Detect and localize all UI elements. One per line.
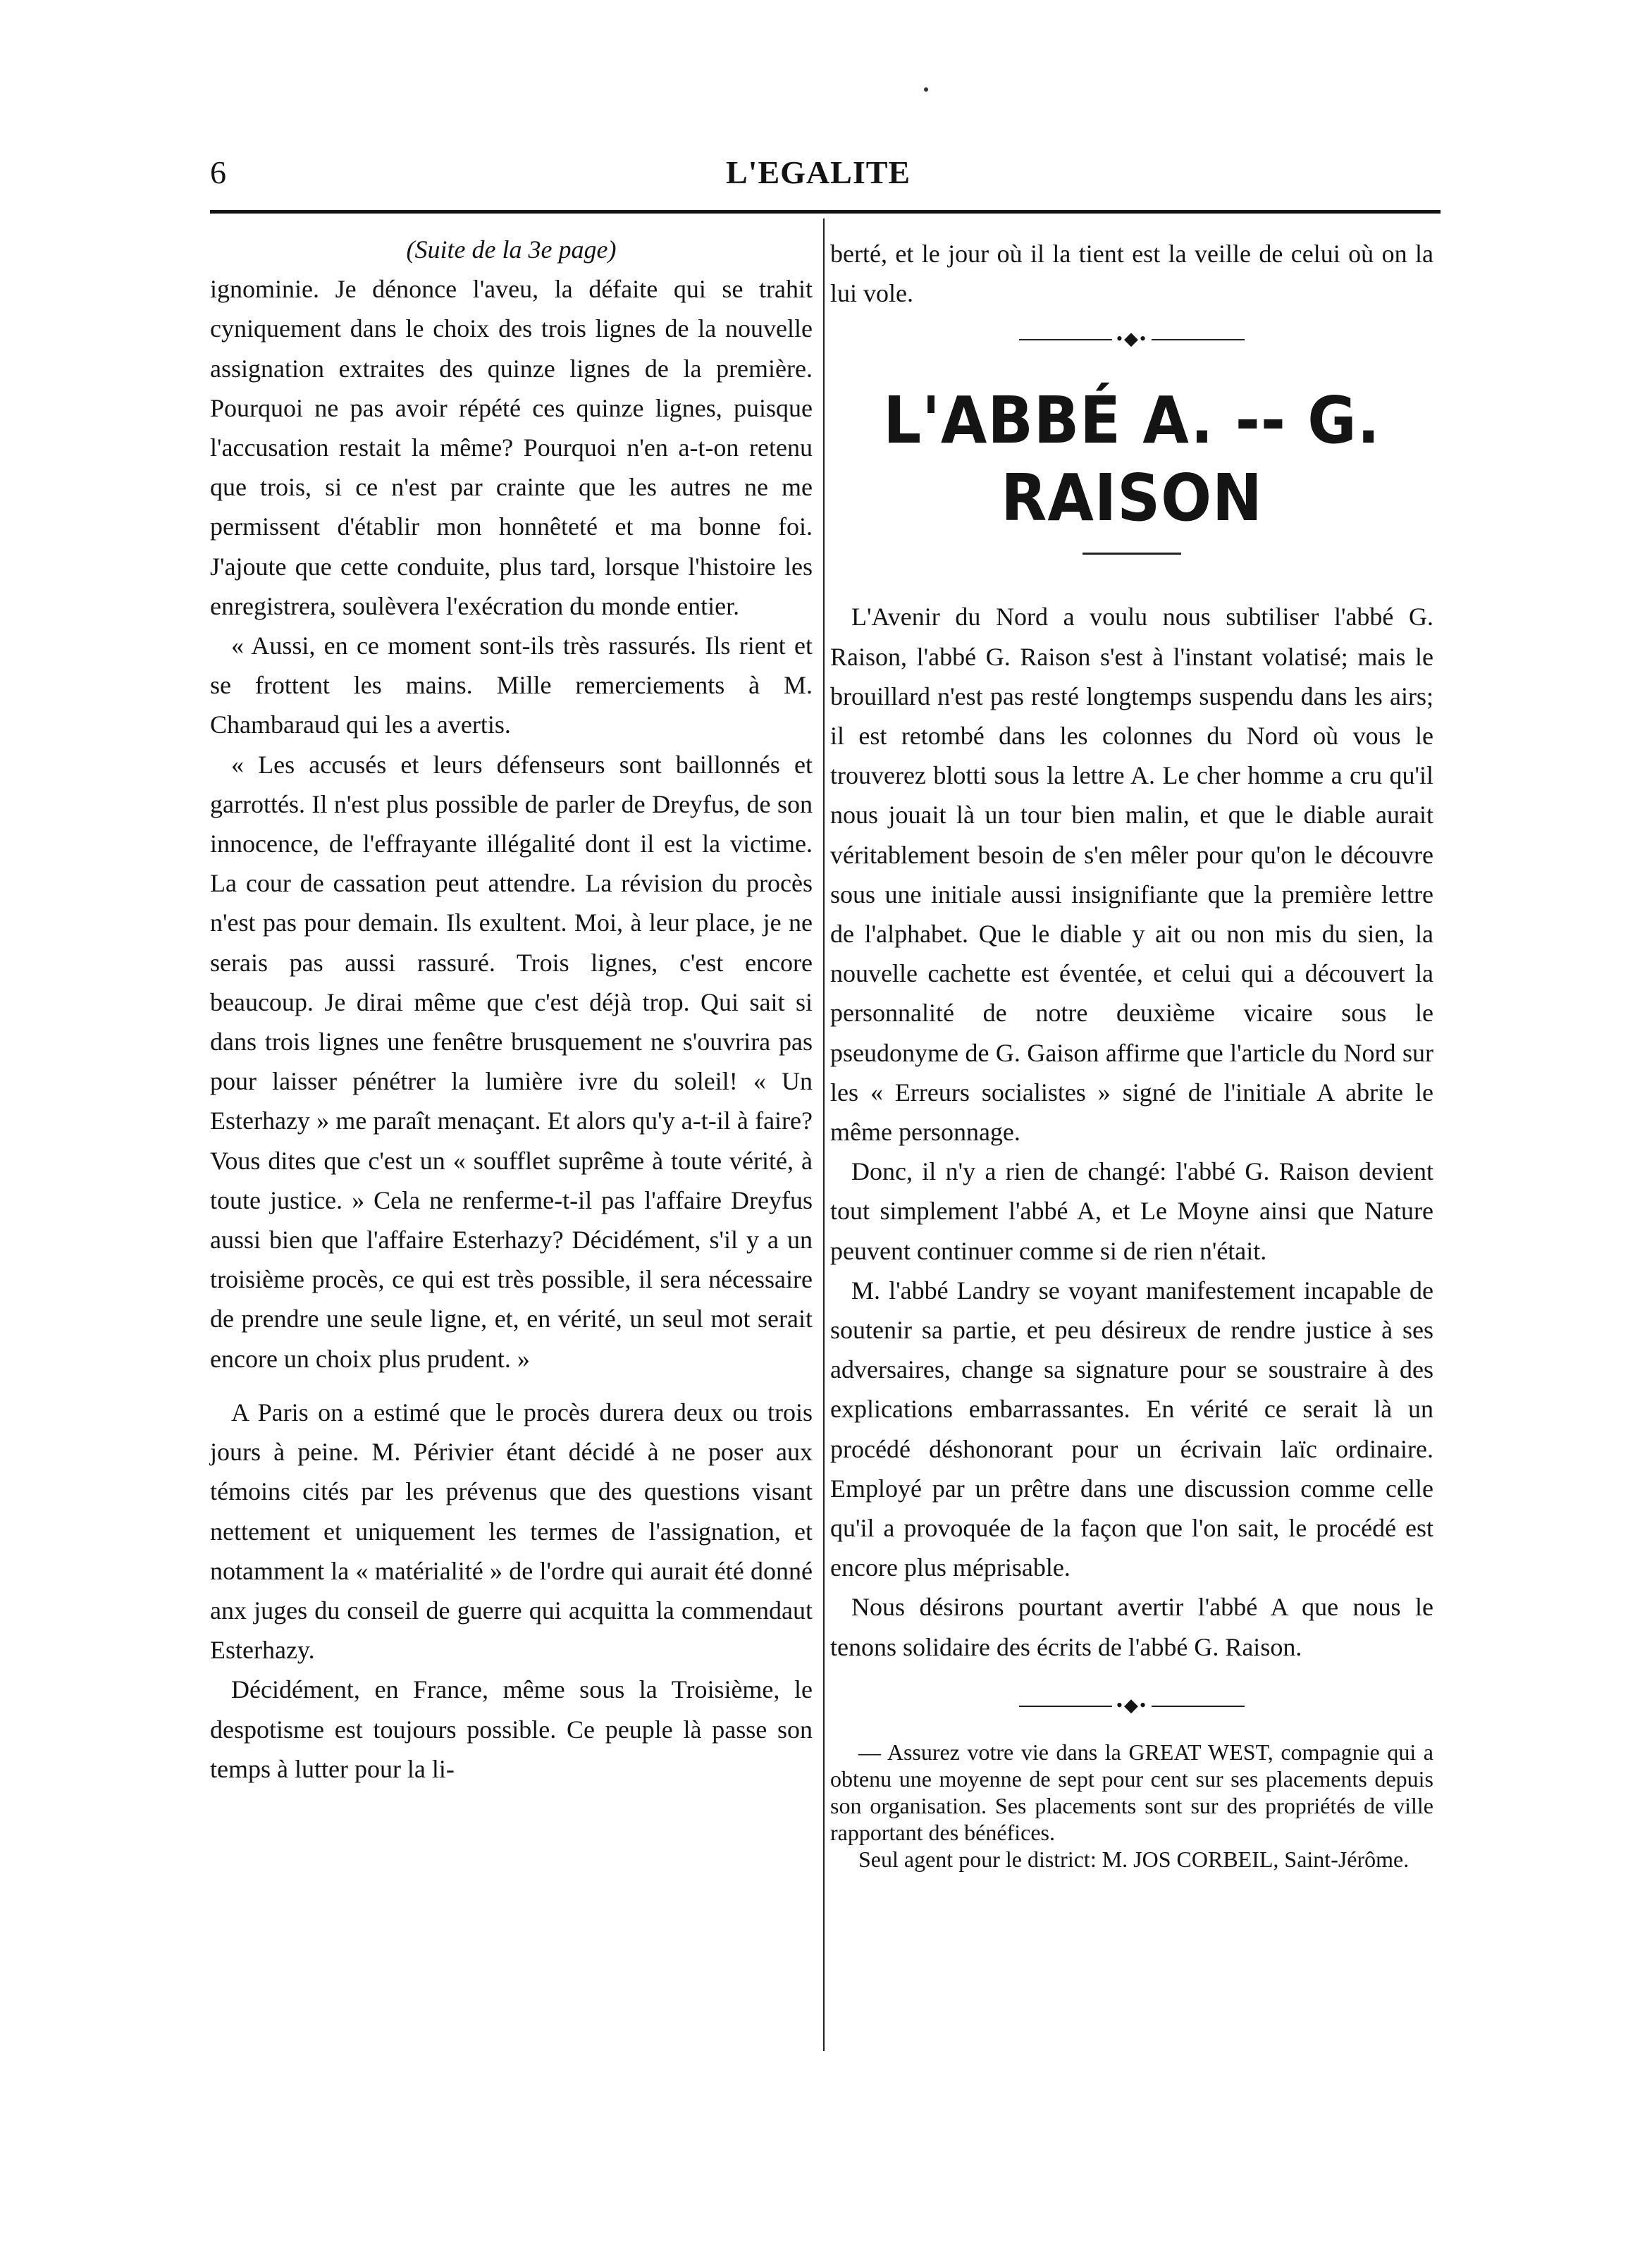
ornament-divider — [1019, 1692, 1245, 1720]
article-paragraph: Décidément, en France, même sous la Troisième, le despotisme est toujours possible. Ce peuple là passe son temps à lutter pour la li- — [210, 1675, 813, 1783]
advertisement-agent: Seul agent pour le district: M. JOS CORBEIL, Saint-Jérôme. — [858, 1846, 1409, 1872]
carryover-paragraph: berté, et le jour où il la tient est la veille de celui où on la lui vole. — [830, 240, 1433, 308]
article-paragraph: « Les accusés et leurs défenseurs sont baillonnés et garrottés. Il n'est plus possible de parler de Dreyfus, de son innocence, de l'effrayante illégalité dont il est la victime. La cour de cassation peut attendre. La révision du procès n'est pas pour demain. Ils exultent. Moi, à leur place, je ne serais pas aussi rassuré. Trois lignes, c'est encore beaucoup. Je dirai même que c'est déjà trop. Qui sait si dans trois lignes une fenêtre brusquement ne s'ouvrira pas pour laisser pénétrer la lumière ivre du soleil! « Un Esterhazy » me paraît menaçant. Et alors qu'y a-t-il à faire? Vous dites que c'est un « soufflet suprême à toute vérité, à toute justice. » Cela ne renferme-t-il pas l'affaire Dreyfus aussi bien que l'affaire Esterhazy? Décidément, s'il y a un troisième procès, ce qui est très possible, il sera nécessaire de prendre une seule ligne, et, en vérité, un seul mot serait encore un choix plus prudent. » — [210, 750, 813, 1373]
article-paragraph: ignominie. Je dénonce l'aveu, la défaite qui se trahit cyniquement dans le choix des trois lignes de la nouvelle assignation extraites des quinze lignes de la première. Pourquoi ne pas avoir répété ces quinze lignes, puisque l'accusation restait la même? Pourquoi n'en a-t-on retenu que trois, si ce n'est par crainte que les autres ne me permissent d'établir mon honnêteté et ma bonne foi. J'ajoute que cette conduite, plus tard, lorsque l'histoire les enregistrera, soulèvera l'exécration du monde entier. — [210, 275, 813, 620]
newspaper-masthead: L'EGALITE — [726, 154, 911, 190]
page-number: 6 — [210, 154, 226, 190]
article-paragraph: « Aussi, en ce moment sont-ils très rassurés. Ils rient et se frottent les mains. Mille remerciements à M. Chambaraud qui les a avertis. — [210, 631, 813, 739]
column-divider — [823, 218, 825, 2051]
left-column — [210, 230, 813, 1789]
ornament-glyph: •◆• — [1112, 1695, 1152, 1716]
article-paragraph: L'Avenir du Nord a voulu nous subtiliser l'abbé G. Raison, l'abbé G. Raison s'est à l'instant volatisé; mais le brouillard n'est pas resté longtemps suspendu dans les airs; il est retombé dans les colonnes du Nord où vous le trouverez blotti sous la lettre A. Le cher homme a cru qu'il nous jouait là un tour bien malin, et que le diable aurait véritablement besoin de s'en mêler pour qu'on le découvre sous une initiale aussi insignifiante que la première lettre de l'alphabet. Que le diable y ait ou non mis du sien, la nouvelle cachette est éventée, et celui qui a découvert la personnalité de notre deuxième vicaire sous le pseudonyme de G. Gaison affirme que l'article du Nord sur les « Erreurs socialistes » signé de l'initiale A abrite le même personnage. — [830, 603, 1433, 1147]
article-paragraph: Nous désirons pourtant avertir l'abbé A que nous le tenons solidaire des écrits de l'abbé G. Raison. — [830, 1593, 1433, 1661]
header-rule — [210, 210, 1441, 214]
printing-speck — [924, 87, 928, 92]
article-paragraph: Donc, il n'y a rien de changé: l'abbé G. Raison devient tout simplement l'abbé A, et Le Moyne ainsi que Nature peuvent continuer comme si de rien n'était. — [830, 1157, 1433, 1265]
right-column — [830, 234, 1433, 1873]
continued-note: (Suite de la 3e page) — [406, 235, 617, 264]
article-paragraph: A Paris on a estimé que le procès durera deux ou trois jours à peine. M. Périvier étant décidé à ne poser aux témoins cités par les prévenus que des questions visant nettement et uniquement les termes de l'assignation, et notamment la « matérialité » de l'ordre qui aurait été donné anx juges du conseil de guerre qui acquitta la commendaut Esterhazy. — [210, 1398, 813, 1665]
advertisement-text: — Assurez votre vie dans la GREAT WEST, compagnie qui a obtenu une moyenne de sept pour cent sur ses placements depuis son organisation. Ses placements sont sur des propriétés de ville rapportant des bénéfices. — [830, 1739, 1433, 1845]
advertisement — [830, 1739, 1433, 1873]
ornament-divider — [1019, 326, 1245, 354]
article-headline: L'ABBÉ A. -- G. RAISON — [883, 383, 1381, 536]
article-paragraph: M. l'abbé Landry se voyant manifestement incapable de soutenir sa partie, et peu désireux de rendre justice à ses adversaires, change sa signature pour se soustraire à des explications embarrassantes. En vérité ce serait là un procédé déshonorant pour un écrivain laïc ordinaire. Employé par un prêtre dans une discussion comme celle qu'il a provoquée de la façon que l'on sait, le procédé est encore plus méprisable. — [830, 1276, 1433, 1582]
headline-rule — [1082, 553, 1181, 555]
ornament-glyph: •◆• — [1112, 328, 1152, 350]
